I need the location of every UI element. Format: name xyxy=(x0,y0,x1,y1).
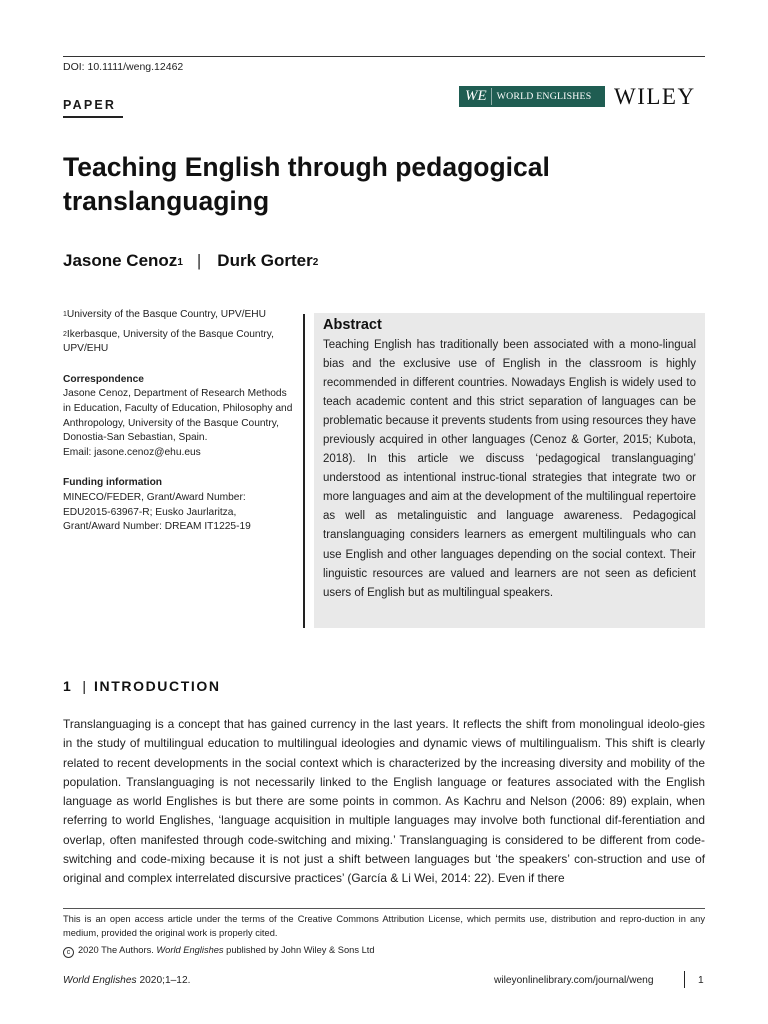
world-englishes-logo-text: WORLD ENGLISHES xyxy=(496,91,592,102)
sidebar-divider xyxy=(303,314,305,628)
introduction-paragraph: Translanguaging is a concept that has gained currency in the last years. It reflects the shift from monolingual ideolo-gies in the study of multilingual education to multilingual ideologies and dynamic views of multilingualism. This shift is clearly related to recent developments in the social context which is characterized by the increasing diversity and mobility of the population. Translanguaging is not necessarily linked to the English language or features associated with the English language as world Englishes is but there are some points in common. As Kachru and Nelson (2006: 89) explain, when referring to world Englishes, ‘language acquisition in multiple languages may involve both functional dif-ferentiation and overlap, often manifested through code-switching and mixing.’ Translanguaging is considered to be different from code-switching and code-mixing because it is not just a shift between languages but ‘the speakers’ con-struction and use of original and complex interrelated discursive practices’ (García & Li Wei, 2014: 22). Even if there xyxy=(63,717,705,886)
journal-volume: 2020;1–12. xyxy=(139,975,191,986)
copyright-prefix: 2020 The Authors. xyxy=(78,945,154,955)
journal-name: World Englishes xyxy=(63,975,137,986)
author-affiliation-sup: 2 xyxy=(312,257,319,268)
copyright-journal: World Englishes xyxy=(156,945,224,955)
page-number-divider xyxy=(684,971,685,988)
funding-text: MINECO/FEDER, Grant/Award Number: EDU2015-63967-R; Eusko Jaurlaritza, Grant/Award Number: DREAM IT1225-19 xyxy=(63,491,251,533)
affiliation-sup: 1 xyxy=(63,311,67,318)
page-number: 1 xyxy=(698,975,704,986)
author-separator: | xyxy=(196,251,202,270)
affiliation-1 xyxy=(63,308,293,323)
world-englishes-logo[interactable] xyxy=(459,86,605,107)
article-type-label: PAPER xyxy=(63,98,117,112)
correspondence-email[interactable]: Email: jasone.cenoz@ehu.eus xyxy=(63,446,201,458)
journal-url[interactable]: wileyonlinelibrary.com/journal/weng xyxy=(494,975,654,986)
abstract-heading: Abstract xyxy=(323,317,382,333)
funding-heading: Funding information xyxy=(63,477,163,489)
author-affiliation-sup: 1 xyxy=(177,257,183,268)
license-footnote: This is an open access article under the terms of the Creative Commons Attribution License, which permits use, distribution and repro-duction in any medium, provided the original work is properly cited. xyxy=(63,914,705,938)
footnote-rule xyxy=(63,908,705,909)
article-type-underline xyxy=(63,116,123,118)
world-englishes-logo-mark: WE xyxy=(459,88,492,105)
article-info-sidebar xyxy=(63,308,293,535)
section-heading xyxy=(63,678,221,694)
wiley-logo[interactable]: WILEY xyxy=(614,84,696,109)
section-number: 1 xyxy=(63,678,73,694)
header-rule xyxy=(63,56,705,57)
section-separator: | xyxy=(82,678,87,694)
copyright-icon: c xyxy=(63,947,74,958)
doi-text[interactable]: DOI: 10.1111/weng.12462 xyxy=(63,61,184,73)
affiliation-text: Ikerbasque, University of the Basque Country, UPV/EHU xyxy=(63,328,274,355)
affiliation-sup: 2 xyxy=(63,330,67,338)
journal-citation xyxy=(63,975,190,986)
abstract-text: Teaching English has traditionally been associated with a mono-lingual bias and the exclusive use of English in the classroom is highly recommended in different countries. Nowadays English is widely used to teach academic content and this strict separation of languages can be problematic because it prevents students from using resources they have previously acquired in other languages (Cenoz & Gorter, 2015; Kubota, 2018). In this article we discuss ‘pedagogical translanguaging’ understood as intentional instruc-tional strategies that integrate two or more languages and aim at the development of the multilingual repertoire as well as metalinguistic and language awareness. Pedagogical translanguaging considers learners as emergent multilinguals who can use English and other languages depending on the social context. Their linguistic resources are valued and learners are not seen as deficient users of English but as multilingual speakers. xyxy=(323,339,696,599)
affiliation-text: University of the Basque Country, UPV/EHU xyxy=(66,309,267,320)
author-list xyxy=(63,251,318,271)
article-title: Teaching English through pedagogical translanguaging xyxy=(63,152,550,216)
section-title: INTRODUCTION xyxy=(94,678,221,694)
correspondence-text: Jasone Cenoz, Department of Research Methods in Education, Faculty of Education, Philosophy and Anthropology, University of the Basque Country, Donostia-San Sebastian, Spain. xyxy=(63,388,293,444)
copyright-line xyxy=(63,945,375,958)
correspondence-heading: Correspondence xyxy=(63,373,144,385)
author-name[interactable]: Durk Gorter xyxy=(217,251,313,270)
author-name[interactable]: Jasone Cenoz xyxy=(63,251,178,270)
copyright-suffix: published by John Wiley & Sons Ltd xyxy=(226,945,375,955)
affiliation-2 xyxy=(63,328,293,357)
